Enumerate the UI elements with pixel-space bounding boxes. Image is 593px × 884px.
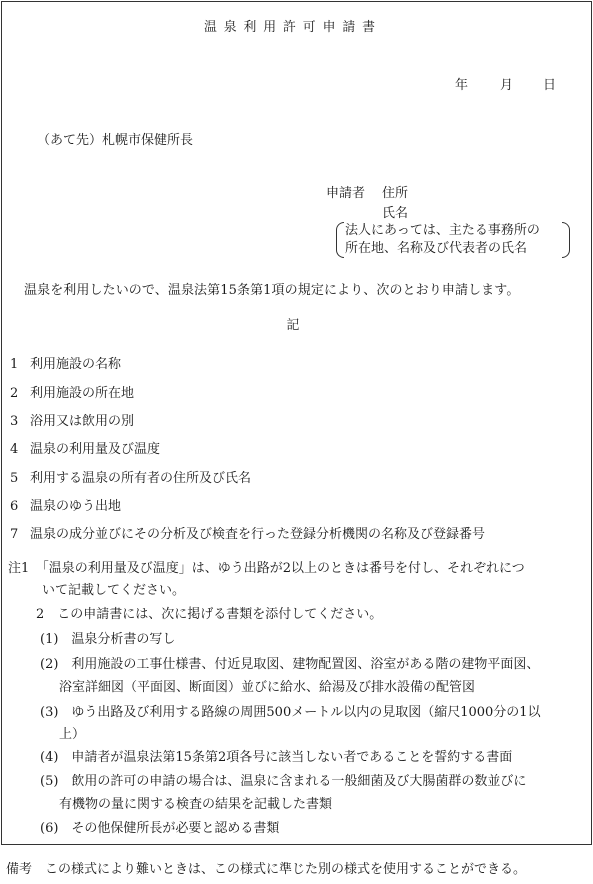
right-bracket: [562, 222, 570, 258]
doc-3-line2: 上）: [59, 727, 86, 742]
item-text: 温泉のゆう出地: [30, 499, 122, 514]
intro-statement: 温泉を利用したいので、温泉法第15条第1項の規定により、次のとおり申請します。: [24, 283, 520, 298]
item-2: [10, 386, 134, 402]
left-bracket: [336, 222, 344, 258]
remarks: 備考 この様式により難いときは、この様式に準じた別の様式を使用することができる。: [6, 862, 527, 877]
doc-5-line1: (5) 飲用の許可の申請の場合は、温泉に含まれる一般細菌及び大腸菌群の数並びに: [40, 774, 527, 789]
applicant-name-label: 氏名: [382, 206, 409, 221]
doc-5-line2: 有機物の量に関する検査の結果を記載した書類: [59, 797, 333, 812]
doc-4: (4) 申請者が温泉法第15条第2項各号に該当しない者であることを誓約する書面: [40, 750, 513, 765]
item-4: [10, 442, 160, 458]
item-number: 3: [10, 414, 19, 429]
doc-2-line1: (2) 利用施設の工事仕様書、付近見取図、建物配置図、浴室がある階の建物平面図、: [40, 657, 540, 672]
item-text: 利用施設の所在地: [30, 386, 135, 401]
note-2: 2 この申請書には、次に掲げる書類を添付してください。: [36, 607, 383, 622]
item-text: 利用施設の名称: [30, 357, 122, 372]
item-text: 浴用又は飲用の別: [30, 414, 135, 429]
doc-1: (1) 温泉分析書の写し: [40, 632, 176, 647]
doc-3-line1: (3) ゆう出路及び利用する路線の周囲500メートル以内の見取図（縮尺1000分の1以: [40, 705, 541, 720]
item-number: 4: [10, 442, 19, 457]
doc-2-line2: 浴室詳細図（平面図、断面図）並びに給水、給湯及び排水設備の配管図: [59, 680, 476, 695]
recipient: （あて先）札幌市保健所長: [37, 133, 194, 148]
ki-heading: 記: [286, 318, 300, 333]
date-day: 日: [543, 78, 557, 93]
item-3: [10, 414, 134, 430]
date-year: 年: [455, 78, 469, 93]
item-5: [10, 471, 251, 487]
note-1-line1: 注1 「温泉の利用量及び温度」は、ゆう出路が2以上のときは番号を付し、それぞれにつ: [8, 561, 525, 576]
item-text: 利用する温泉の所有者の住所及び氏名: [30, 471, 252, 486]
item-text: 温泉の成分並びにその分析及び検査を行った登録分析機関の名称及び登録番号: [30, 527, 486, 542]
item-7: [10, 527, 485, 543]
form-title: 温泉利用許可申請書: [204, 20, 382, 35]
corporation-note: [336, 222, 570, 258]
corporation-note-line2: 所在地、名称及び代表者の氏名: [345, 241, 528, 256]
item-number: 5: [10, 471, 19, 486]
note-1-line2: いて記載してください。: [42, 583, 186, 598]
applicant-address-label: 住所: [382, 186, 409, 201]
date-month: 月: [500, 78, 514, 93]
item-6: [10, 499, 121, 515]
item-number: 1: [10, 357, 19, 372]
item-number: 7: [10, 527, 19, 542]
applicant-label: 申請者: [326, 186, 366, 201]
doc-6: (6) その他保健所長が必要と認める書類: [40, 821, 280, 836]
item-number: 6: [10, 499, 19, 514]
item-text: 温泉の利用量及び温度: [30, 442, 161, 457]
corporation-note-line1: 法人にあっては、主たる事務所の: [345, 223, 540, 238]
item-1: [10, 357, 121, 373]
item-number: 2: [10, 386, 19, 401]
